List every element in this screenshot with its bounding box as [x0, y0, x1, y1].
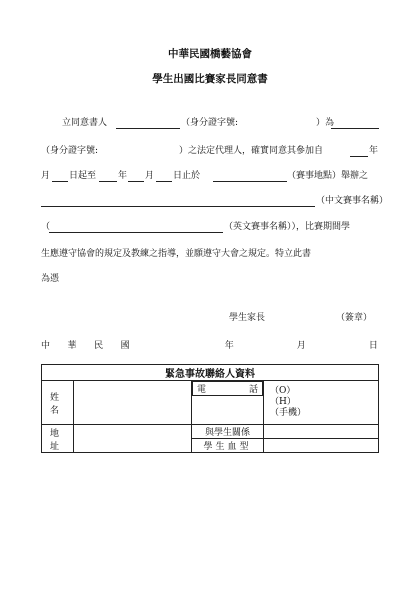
date-char-guo: 國	[120, 341, 130, 351]
address-label: 地址	[42, 425, 74, 453]
relation-label: 與學生關係	[192, 425, 264, 439]
chinese-event-name-label: （中文賽事名稱）	[316, 196, 389, 206]
date-day-label: 日	[368, 341, 378, 351]
rules-text: 生應遵守協會的規定及教練之指導，並願遵守大會之規定。特立此書	[41, 249, 312, 259]
emergency-table-title: 緊急事故聯絡人資料	[42, 365, 379, 381]
consenter-name-field[interactable]	[116, 128, 180, 129]
blood-type-cell[interactable]	[264, 439, 379, 453]
organization-title: 中華民國橋藝協會	[168, 48, 252, 60]
phone-home: （H）	[270, 397, 296, 407]
id-number-label-1: （身分證字號:	[181, 118, 239, 128]
end-day-text: 日止於	[173, 171, 201, 181]
consenter-label: 立同意書人	[62, 118, 108, 128]
end-month-field[interactable]	[128, 181, 144, 182]
date-char-zhong: 中	[41, 341, 51, 351]
address-cell[interactable]	[74, 425, 192, 453]
student-name-field[interactable]	[331, 128, 379, 129]
start-day-text: 日起至	[69, 171, 97, 181]
id-number-label-2: （身分證字號:	[41, 146, 99, 156]
relation-text: ）為	[316, 118, 335, 128]
phone-cell[interactable]	[264, 381, 379, 425]
end-year-field[interactable]	[99, 181, 117, 182]
guardian-consent-text: ）之法定代理人，確實同意其參加自	[179, 146, 324, 156]
phone-label	[192, 381, 263, 396]
year-label-1: 年	[369, 146, 379, 156]
venue-label: （賽事地點）舉辦之	[287, 171, 369, 181]
month-label-2: 月	[145, 171, 155, 181]
phone-label-b: 話	[248, 385, 258, 395]
form-title: 學生出國比賽家長同意書	[152, 73, 268, 85]
seal-label: （簽章）	[336, 313, 373, 323]
start-year-field[interactable]	[350, 156, 368, 157]
start-month-field[interactable]	[52, 181, 68, 182]
phone-mobile: （手機）	[270, 408, 307, 418]
chinese-event-name-field[interactable]	[41, 206, 315, 207]
venue-field[interactable]	[213, 181, 287, 182]
parent-signature-label: 學生家長	[229, 313, 266, 323]
year-label-2: 年	[118, 171, 128, 181]
end-day-field[interactable]	[156, 181, 172, 182]
date-char-min: 民	[94, 341, 104, 351]
english-event-name-field[interactable]	[49, 232, 223, 233]
emergency-contact-table	[41, 364, 379, 453]
phone-office: （O）	[270, 386, 296, 396]
closing-text: 為憑	[41, 274, 60, 284]
relation-cell[interactable]	[264, 425, 379, 439]
english-event-name-label: （英文賽事名稱）），比賽期間學	[224, 222, 351, 232]
date-row	[41, 338, 378, 351]
name-label: 姓名	[42, 381, 74, 425]
phone-label-a: 電	[197, 385, 207, 395]
date-char-hua: 華	[67, 341, 77, 351]
open-paren: （	[41, 222, 51, 232]
date-month-label: 月	[296, 341, 306, 351]
date-year-label: 年	[224, 341, 234, 351]
blood-type-label: 學生血型	[192, 439, 264, 453]
name-cell[interactable]	[74, 381, 192, 425]
month-label-1: 月	[41, 171, 51, 181]
